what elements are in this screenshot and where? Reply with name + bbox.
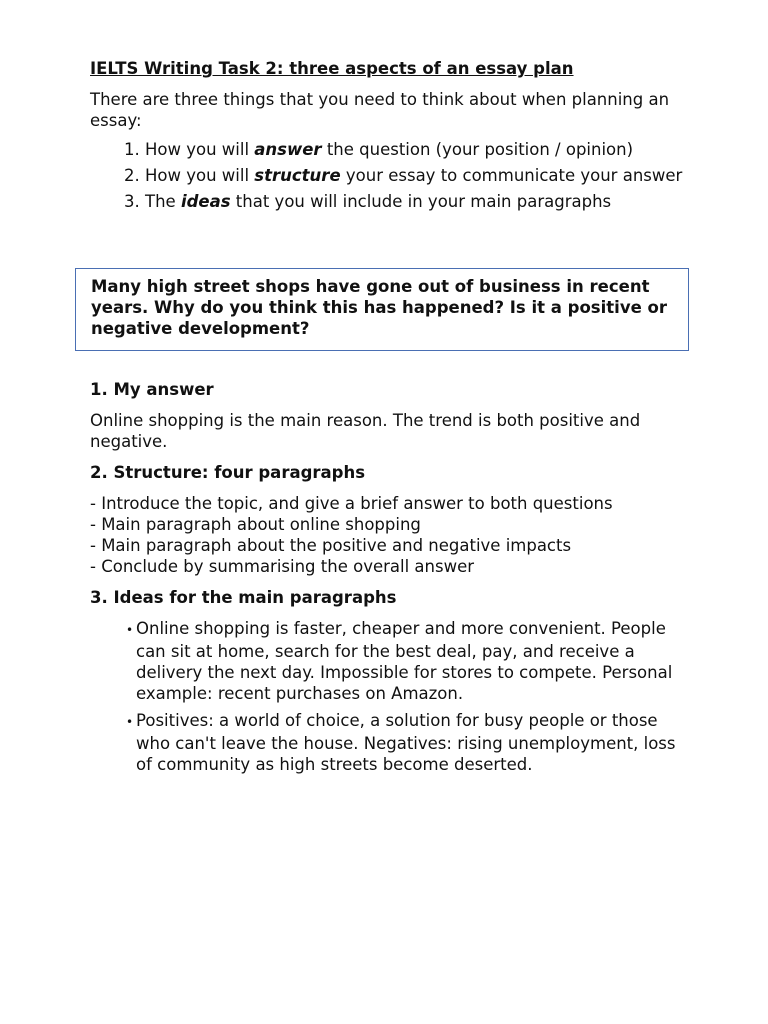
structure-line: - Conclude by summarising the overall answer — [90, 557, 475, 576]
answer-text: Online shopping is the main reason. The trend is both positive and negative. — [90, 411, 641, 451]
aspect-item — [145, 139, 690, 160]
answer-heading: 1. My answer — [90, 380, 214, 399]
aspect-keyword: answer — [254, 140, 322, 159]
aspect-item — [145, 165, 690, 186]
aspect-keyword: structure — [254, 166, 341, 185]
ideas-list — [90, 618, 690, 775]
aspect-text: that you will include in your main paragraphs — [230, 192, 612, 211]
structure-line: - Main paragraph about online shopping — [90, 515, 421, 534]
bullet-icon: • — [126, 715, 134, 729]
idea-text: Online shopping is faster, cheaper and more convenient. People can sit at home, search for the best deal, pay, and receive a delivery the next day. Impossible for stores to compete. Personal example: recent purchases on Amazon. — [136, 619, 673, 703]
aspect-text: your essay to communicate your answer — [340, 166, 683, 185]
document-title: IELTS Writing Task 2: three aspects of an essay plan — [90, 59, 574, 78]
aspect-text: the question (your position / opinion) — [321, 140, 634, 159]
essay-question-box — [75, 268, 689, 351]
essay-question: Many high street shops have gone out of business in recent years. Why do you think this has happened? Is it a positive or negative development? — [91, 277, 667, 338]
idea-item — [118, 618, 690, 704]
ideas-section — [90, 587, 690, 781]
aspect-keyword: ideas — [180, 192, 231, 211]
answer-section — [90, 379, 690, 452]
idea-text: Positives: a world of choice, a solution for busy people or those who can't leave the house. Negatives: rising unemployment, loss of community as high streets become deserted. — [136, 711, 676, 774]
aspect-text: How you will — [145, 140, 255, 159]
aspects-list — [90, 139, 690, 212]
intro-paragraph: There are three things that you need to think about when planning an essay: — [90, 90, 670, 130]
aspect-text: The — [145, 192, 181, 211]
structure-line: - Main paragraph about the positive and negative impacts — [90, 536, 572, 555]
document-header — [90, 58, 690, 217]
aspect-item — [145, 191, 690, 212]
aspect-text: How you will — [145, 166, 255, 185]
idea-item — [118, 710, 690, 775]
ideas-heading: 3. Ideas for the main paragraphs — [90, 588, 397, 607]
bullet-icon: • — [126, 623, 134, 637]
structure-section — [90, 462, 690, 577]
structure-line: - Introduce the topic, and give a brief answer to both questions — [90, 494, 613, 513]
structure-heading: 2. Structure: four paragraphs — [90, 463, 366, 482]
